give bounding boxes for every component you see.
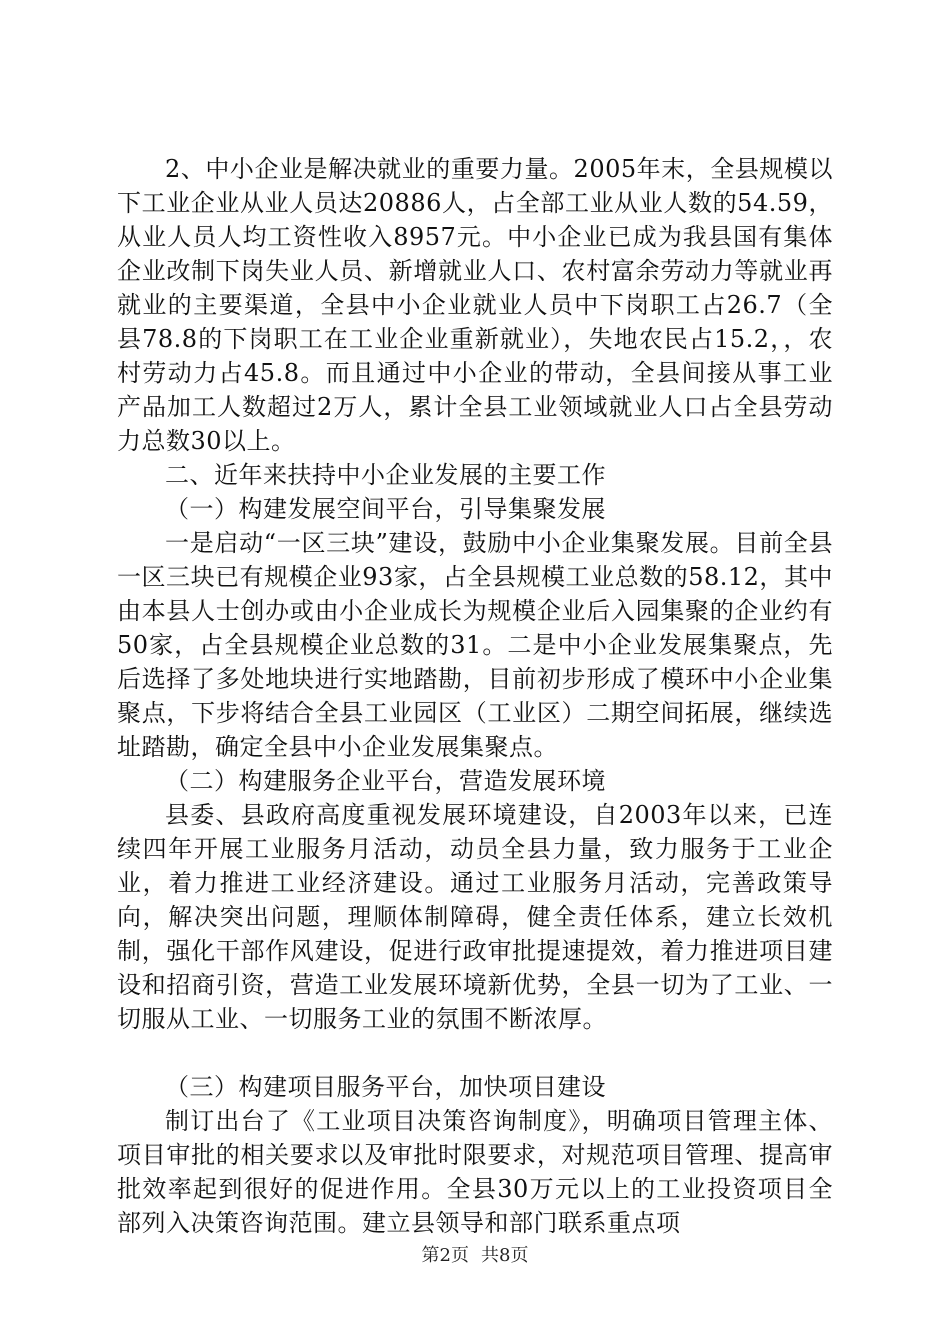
paragraph-service-environment: 县委、县政府高度重视发展环境建设，自2003年以来，已连续四年开展工业服务月活动，动员全县力量，致力服务于工业企业，着力推进工业经济建设。通过工业服务月活动，完善政策导向，解决突出问题，理顺体制障碍，健全责任体系，建立长效机制，强化干部作风建设，促进行政审批提速提效，着力推进项目建设和招商引资，营造工业发展环境新优势，全县一切为了工业、一切服从工业、一切服务工业的氛围不断浓厚。 [117,801,833,1033]
subsection-heading-1: （一）构建发展空间平台，引导集聚发展 [165,495,606,523]
paragraph-project-service: 制订出台了《工业项目决策咨询制度》，明确项目管理主体、项目审批的相关要求以及审批时限要求，对规范项目管理、提高审批效率起到很好的促进作用。全县30万元以上的工业投资项目全部列入决策咨询范围。建立县领导和部门联系重点项 [117,1107,833,1237]
paragraph-gap [117,1036,833,1070]
page-footer [0,1244,950,1268]
subsection-heading-2: （二）构建服务企业平台，营造发展环境 [165,767,606,795]
section-heading-main-work: 二、近年来扶持中小企业发展的主要工作 [165,461,606,489]
paragraph-cluster-development: 一是启动“一区三块”建设，鼓励中小企业集聚发展。目前全县一区三块已有规模企业93家，占全县规模工业总数的58.12，其中由本县人士创办或由小企业成长为规模企业后入园集聚的企业约有50家，占全县规模企业总数的31。二是中小企业发展集聚点，先后选择了多处地块进行实地踏勘，目前初步形成了模环中小企业集聚点，下步将结合全县工业园区（工业区）二期空间拓展，继续选址踏勘，确定全县中小企业发展集聚点。 [117,529,833,761]
document-body [117,152,833,1240]
paragraph-employment: 2、中小企业是解决就业的重要力量。2005年末，全县规模以下工业企业从业人员达20886人，占全部工业从业人数的54.59，从业人员人均工资性收入8957元。中小企业已成为我县国有集体企业改制下岗失业人员、新增就业人口、农村富余劳动力等就业再就业的主要渠道，全县中小企业就业人员中下岗职工占26.7（全县78.8的下岗职工在工业企业重新就业），失地农民占15.2，，农村劳动力占45.8。而且通过中小企业的带动，全县间接从事工业产品加工人数超过2万人，累计全县工业领域就业人口占全县劳动力总数30以上。 [117,155,833,455]
subsection-heading-3: （三）构建项目服务平台，加快项目建设 [165,1073,606,1101]
page-number: 第2页 [421,1245,469,1266]
page-total: 共8页 [481,1245,529,1266]
